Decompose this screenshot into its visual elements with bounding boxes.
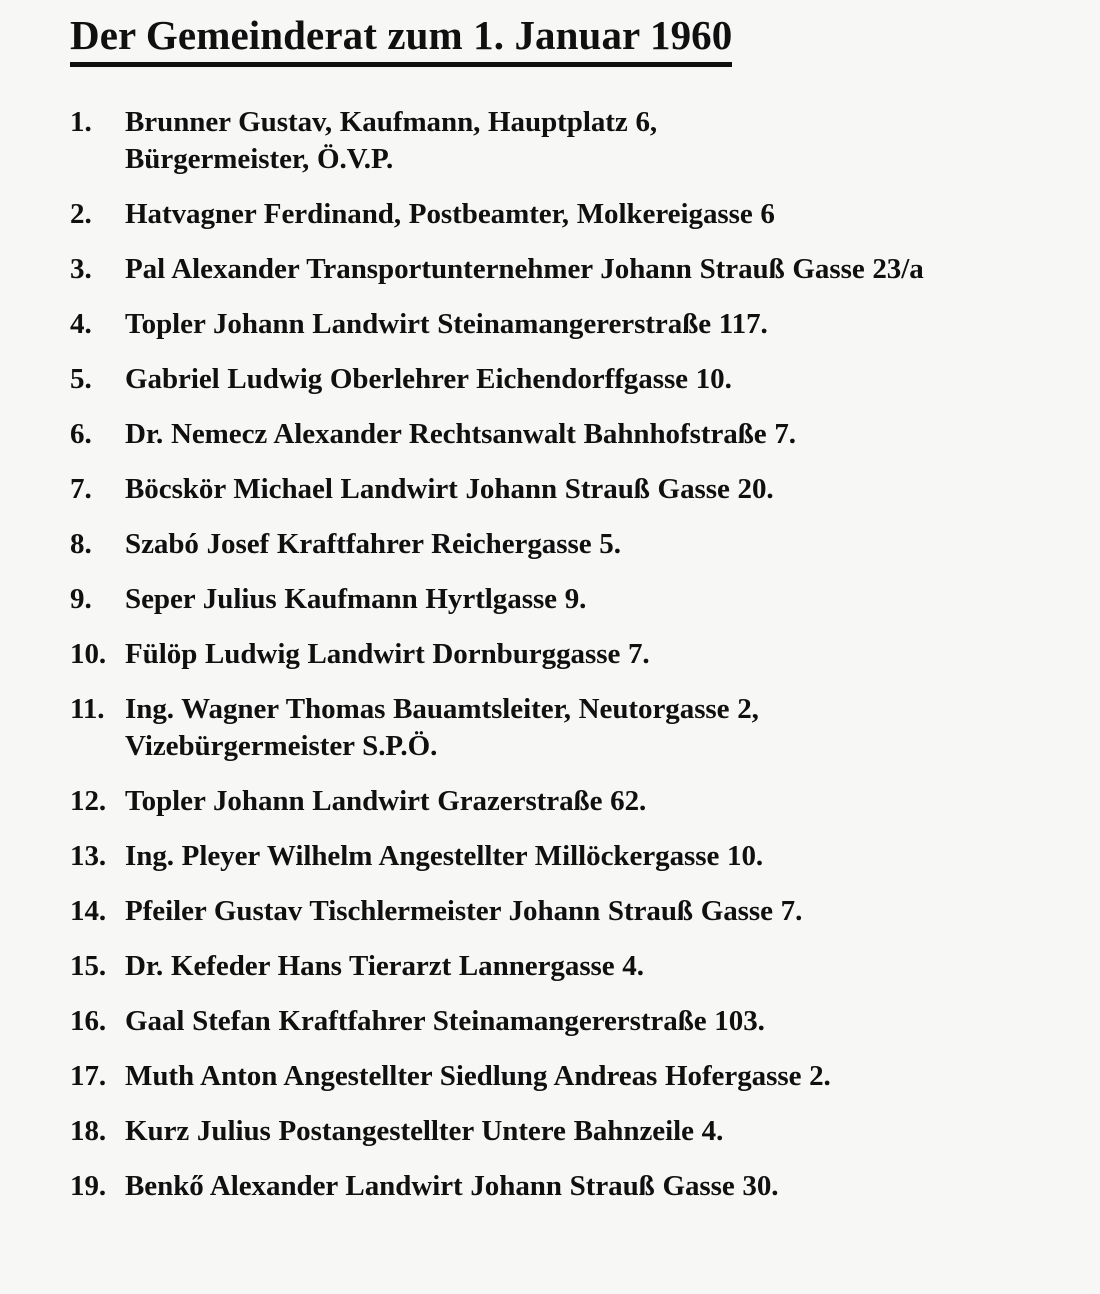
list-item	[0, 581, 1100, 618]
list-item-number: 2.	[70, 198, 92, 230]
list-item	[0, 251, 1100, 288]
list-item-text	[125, 416, 1090, 453]
list-item-line-primary: Seper Julius Kaufmann Hyrtlgasse 9.	[125, 583, 587, 615]
list-item-number: 1.	[70, 106, 92, 138]
list-item-text	[125, 948, 1090, 985]
council-member-list	[0, 104, 1100, 1205]
list-item	[0, 471, 1100, 508]
list-item	[0, 196, 1100, 233]
list-item-line-primary: Topler Johann Landwirt Steinamangererstraße 117.	[125, 308, 768, 340]
list-item-number: 16.	[70, 1005, 107, 1037]
list-item-line-primary: Fülöp Ludwig Landwirt Dornburggasse 7.	[125, 638, 650, 670]
list-item-text	[125, 783, 1090, 820]
list-item	[0, 526, 1100, 563]
list-item-number: 13.	[70, 840, 107, 872]
list-item-text	[125, 251, 1090, 288]
list-item-line-primary: Pal Alexander Transportunternehmer Johann Strauß Gasse 23/a	[125, 253, 924, 285]
list-item	[0, 838, 1100, 875]
list-item-text	[125, 306, 1090, 343]
list-item-number: 14.	[70, 895, 107, 927]
list-item	[0, 1113, 1100, 1150]
list-item-line-primary: Gabriel Ludwig Oberlehrer Eichendorffgasse 10.	[125, 363, 732, 395]
list-item-text	[125, 691, 1090, 765]
list-item-line-primary: Benkő Alexander Landwirt Johann Strauß Gasse 30.	[125, 1170, 779, 1202]
list-item	[0, 893, 1100, 930]
list-item-text	[125, 471, 1090, 508]
list-item-text	[125, 1168, 1090, 1205]
list-item-number: 19.	[70, 1170, 107, 1202]
list-item-number: 8.	[70, 528, 92, 560]
list-item-number: 5.	[70, 363, 92, 395]
list-item-number: 4.	[70, 308, 92, 340]
list-item-line-primary: Ing. Pleyer Wilhelm Angestellter Millöckergasse 10.	[125, 840, 764, 872]
list-item-number: 11.	[70, 693, 105, 725]
list-item	[0, 783, 1100, 820]
list-item-text	[125, 1113, 1090, 1150]
list-item-number: 10.	[70, 638, 107, 670]
list-item-line-primary: Ing. Wagner Thomas Bauamtsleiter, Neutorgasse 2,	[125, 693, 759, 725]
list-item-number: 3.	[70, 253, 92, 285]
list-item-line-primary: Topler Johann Landwirt Grazerstraße 62.	[125, 785, 647, 817]
list-item-line-primary: Dr. Nemecz Alexander Rechtsanwalt Bahnhofstraße 7.	[125, 418, 796, 450]
list-item-line-primary: Pfeiler Gustav Tischlermeister Johann Strauß Gasse 7.	[125, 895, 803, 927]
list-item-text	[125, 196, 1090, 233]
list-item-line-primary: Böcskör Michael Landwirt Johann Strauß Gasse 20.	[125, 473, 774, 505]
list-item-text	[125, 1058, 1090, 1095]
list-item-line-primary: Hatvagner Ferdinand, Postbeamter, Molkereigasse 6	[125, 198, 775, 230]
list-item	[0, 1058, 1100, 1095]
list-item	[0, 104, 1100, 178]
list-item-number: 12.	[70, 785, 107, 817]
list-item-line-primary: Kurz Julius Postangestellter Untere Bahnzeile 4.	[125, 1115, 724, 1147]
list-item-number: 9.	[70, 583, 92, 615]
list-item	[0, 1003, 1100, 1040]
list-item-line-primary: Dr. Kefeder Hans Tierarzt Lannergasse 4.	[125, 950, 644, 982]
list-item-text	[125, 893, 1090, 930]
list-item-line-primary: Szabó Josef Kraftfahrer Reichergasse 5.	[125, 528, 621, 560]
list-item	[0, 948, 1100, 985]
list-item	[0, 361, 1100, 398]
list-item-line-primary: Muth Anton Angestellter Siedlung Andreas Hofergasse 2.	[125, 1060, 831, 1092]
list-item-number: 15.	[70, 950, 107, 982]
list-item-line-continuation: Bürgermeister, Ö.V.P.	[125, 143, 394, 175]
list-item-number: 18.	[70, 1115, 107, 1147]
list-item	[0, 636, 1100, 673]
list-item-text	[125, 581, 1090, 618]
list-item-text	[125, 636, 1090, 673]
list-item-text	[125, 361, 1090, 398]
list-item-line-continuation: Vizebürgermeister S.P.Ö.	[125, 730, 438, 762]
list-item-number: 6.	[70, 418, 92, 450]
list-item-text	[125, 104, 1090, 178]
list-item-text	[125, 1003, 1090, 1040]
list-item	[0, 306, 1100, 343]
page-title: Der Gemeinderat zum 1. Januar 1960	[70, 9, 732, 67]
list-item-text	[125, 526, 1090, 563]
list-item-text	[125, 838, 1090, 875]
list-item	[0, 1168, 1100, 1205]
list-item-line-primary: Gaal Stefan Kraftfahrer Steinamangererstraße 103.	[125, 1005, 765, 1037]
list-item-number: 17.	[70, 1060, 107, 1092]
list-item-number: 7.	[70, 473, 92, 505]
list-item-line-primary: Brunner Gustav, Kaufmann, Hauptplatz 6,	[125, 106, 658, 138]
list-item	[0, 416, 1100, 453]
list-item	[0, 691, 1100, 765]
